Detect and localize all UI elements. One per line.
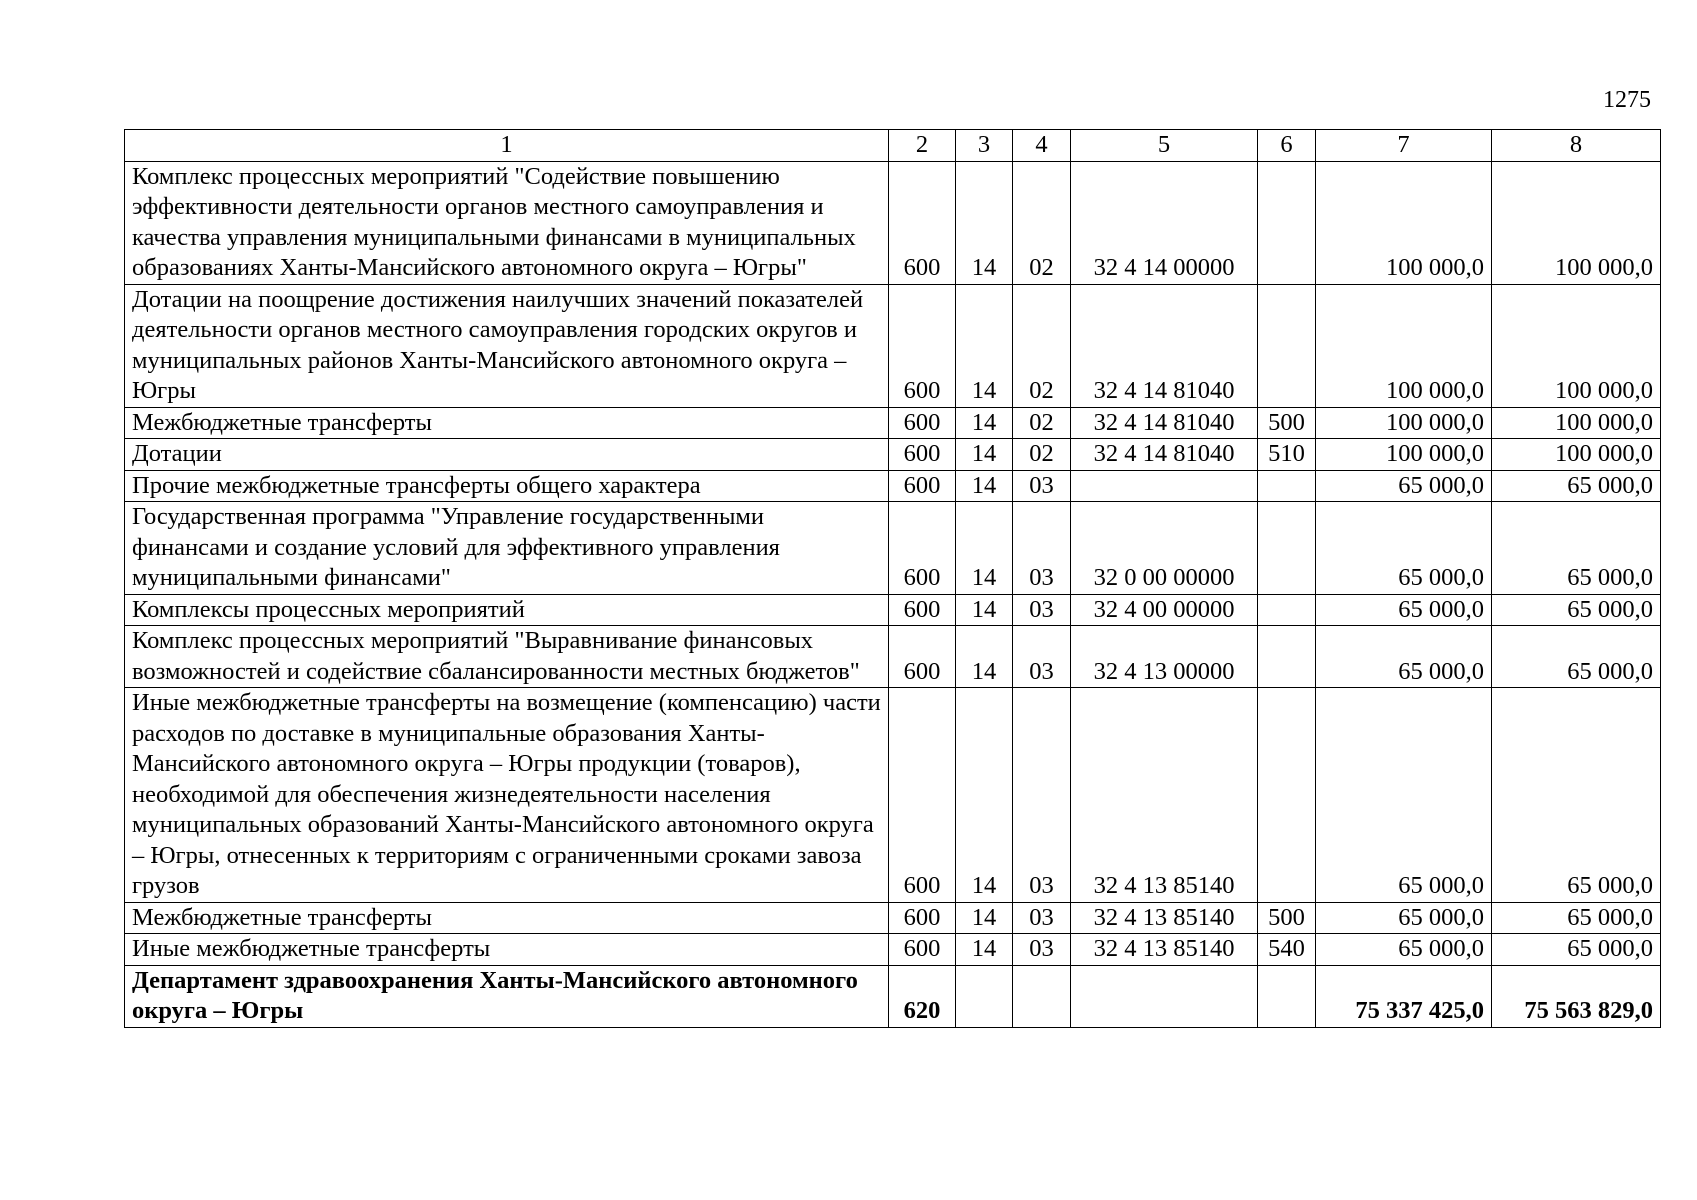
column-header-2: 2: [889, 130, 956, 162]
row-name-cell: Дотации на поощрение достижения наилучших значений показателей деятельности органов местного самоуправления городских округов и муниципальных районов Ханты-Мансийского автономного округа – Югры: [125, 284, 889, 407]
row-amount-col7-cell: 100 000,0: [1316, 439, 1492, 471]
row-amount-col8-cell: 65 000,0: [1492, 902, 1661, 934]
row-amount-col8-cell: 65 000,0: [1492, 934, 1661, 966]
row-amount-col8-cell: 100 000,0: [1492, 439, 1661, 471]
row-admin-code-cell: 600: [889, 626, 956, 688]
row-target-article-cell: 32 4 13 00000: [1071, 626, 1258, 688]
row-admin-code-cell: 600: [889, 688, 956, 903]
row-amount-col7-cell: 75 337 425,0: [1316, 965, 1492, 1027]
row-target-article-cell: 32 4 00 00000: [1071, 594, 1258, 626]
row-name-cell: Межбюджетные трансферты: [125, 902, 889, 934]
column-header-5: 5: [1071, 130, 1258, 162]
row-section-cell: 14: [956, 502, 1013, 595]
row-subsection-cell: 03: [1013, 470, 1071, 502]
row-subsection-cell: 03: [1013, 902, 1071, 934]
row-target-article-cell: 32 4 14 81040: [1071, 407, 1258, 439]
table-row: [125, 407, 1661, 439]
row-target-article-cell: 32 4 14 00000: [1071, 161, 1258, 284]
row-amount-col8-cell: 75 563 829,0: [1492, 965, 1661, 1027]
column-header-3: 3: [956, 130, 1013, 162]
row-section-cell: 14: [956, 439, 1013, 471]
row-expense-type-cell: 500: [1258, 902, 1316, 934]
row-name-cell: Прочие межбюджетные трансферты общего характера: [125, 470, 889, 502]
row-target-article-cell: 32 4 13 85140: [1071, 902, 1258, 934]
row-expense-type-cell: [1258, 470, 1316, 502]
row-name-cell: Иные межбюджетные трансферты на возмещение (компенсацию) части расходов по доставке в муниципальные образования Ханты-Мансийского автономного округа – Югры продукции (товаров), необходимой для обеспечения жизнедеятельности населения муниципальных образований Ханты-Мансийского автономного округа – Югры, отнесенных к территориям с ограниченными сроками завоза грузов: [125, 688, 889, 903]
row-subsection-cell: 03: [1013, 502, 1071, 595]
row-amount-col7-cell: 100 000,0: [1316, 284, 1492, 407]
row-section-cell: 14: [956, 470, 1013, 502]
row-subsection-cell: 03: [1013, 688, 1071, 903]
row-amount-col8-cell: 65 000,0: [1492, 470, 1661, 502]
row-subsection-cell: 02: [1013, 407, 1071, 439]
row-target-article-cell: [1071, 965, 1258, 1027]
table-row: [125, 594, 1661, 626]
row-name-cell: Государственная программа "Управление государственными финансами и создание условий для эффективного управления муниципальными финансами": [125, 502, 889, 595]
row-target-article-cell: 32 4 13 85140: [1071, 934, 1258, 966]
table-row: [125, 470, 1661, 502]
table-row: [125, 688, 1661, 903]
row-name-cell: Департамент здравоохранения Ханты-Мансийского автономного округа – Югры: [125, 965, 889, 1027]
column-header-4: 4: [1013, 130, 1071, 162]
row-amount-col8-cell: 65 000,0: [1492, 502, 1661, 595]
row-name-cell: Межбюджетные трансферты: [125, 407, 889, 439]
row-amount-col7-cell: 65 000,0: [1316, 470, 1492, 502]
row-amount-col7-cell: 65 000,0: [1316, 502, 1492, 595]
column-header-6: 6: [1258, 130, 1316, 162]
row-expense-type-cell: [1258, 284, 1316, 407]
row-subsection-cell: 02: [1013, 284, 1071, 407]
row-amount-col7-cell: 65 000,0: [1316, 626, 1492, 688]
row-subsection-cell: 02: [1013, 161, 1071, 284]
column-header-7: 7: [1316, 130, 1492, 162]
row-expense-type-cell: 500: [1258, 407, 1316, 439]
row-expense-type-cell: [1258, 161, 1316, 284]
row-amount-col7-cell: 65 000,0: [1316, 902, 1492, 934]
row-expense-type-cell: [1258, 965, 1316, 1027]
row-subsection-cell: 02: [1013, 439, 1071, 471]
row-admin-code-cell: 600: [889, 594, 956, 626]
row-admin-code-cell: 600: [889, 902, 956, 934]
row-expense-type-cell: [1258, 502, 1316, 595]
row-name-cell: Комплекс процессных мероприятий "Содействие повышению эффективности деятельности органов местного самоуправления и качества управления муниципальными финансами в муниципальных образованиях Ханты-Мансийского автономного округа – Югры": [125, 161, 889, 284]
row-admin-code-cell: 600: [889, 439, 956, 471]
column-header-1: 1: [125, 130, 889, 162]
row-name-cell: Иные межбюджетные трансферты: [125, 934, 889, 966]
row-amount-col8-cell: 100 000,0: [1492, 407, 1661, 439]
table-row: [125, 284, 1661, 407]
row-admin-code-cell: 600: [889, 502, 956, 595]
row-subsection-cell: 03: [1013, 934, 1071, 966]
row-expense-type-cell: 510: [1258, 439, 1316, 471]
table-row: [125, 626, 1661, 688]
row-admin-code-cell: 600: [889, 161, 956, 284]
row-amount-col8-cell: 100 000,0: [1492, 161, 1661, 284]
row-amount-col7-cell: 100 000,0: [1316, 407, 1492, 439]
table-row: [125, 934, 1661, 966]
row-name-cell: Комплексы процессных мероприятий: [125, 594, 889, 626]
table-row: [125, 439, 1661, 471]
row-amount-col8-cell: 65 000,0: [1492, 688, 1661, 903]
row-subsection-cell: [1013, 965, 1071, 1027]
row-name-cell: Дотации: [125, 439, 889, 471]
row-section-cell: 14: [956, 688, 1013, 903]
row-section-cell: 14: [956, 594, 1013, 626]
row-expense-type-cell: 540: [1258, 934, 1316, 966]
budget-table: [124, 129, 1661, 1028]
row-name-cell: Комплекс процессных мероприятий "Выравнивание финансовых возможностей и содействие сбалансированности местных бюджетов": [125, 626, 889, 688]
row-admin-code-cell: 600: [889, 470, 956, 502]
table-row: [125, 161, 1661, 284]
row-admin-code-cell: 600: [889, 407, 956, 439]
row-subsection-cell: 03: [1013, 626, 1071, 688]
row-expense-type-cell: [1258, 594, 1316, 626]
table-body: [125, 161, 1661, 1027]
table-row: [125, 502, 1661, 595]
row-section-cell: 14: [956, 161, 1013, 284]
row-admin-code-cell: 620: [889, 965, 956, 1027]
row-target-article-cell: 32 4 14 81040: [1071, 284, 1258, 407]
row-target-article-cell: 32 4 13 85140: [1071, 688, 1258, 903]
row-amount-col8-cell: 65 000,0: [1492, 594, 1661, 626]
table-row: [125, 902, 1661, 934]
row-admin-code-cell: 600: [889, 934, 956, 966]
table-header-row: [125, 130, 1661, 162]
row-section-cell: 14: [956, 902, 1013, 934]
row-target-article-cell: 32 4 14 81040: [1071, 439, 1258, 471]
row-amount-col7-cell: 100 000,0: [1316, 161, 1492, 284]
page-number: 1275: [1603, 87, 1651, 113]
column-header-8: 8: [1492, 130, 1661, 162]
row-section-cell: 14: [956, 934, 1013, 966]
row-section-cell: 14: [956, 626, 1013, 688]
row-amount-col8-cell: 65 000,0: [1492, 626, 1661, 688]
row-subsection-cell: 03: [1013, 594, 1071, 626]
row-section-cell: 14: [956, 284, 1013, 407]
row-amount-col7-cell: 65 000,0: [1316, 934, 1492, 966]
row-section-cell: [956, 965, 1013, 1027]
row-amount-col7-cell: 65 000,0: [1316, 688, 1492, 903]
row-target-article-cell: 32 0 00 00000: [1071, 502, 1258, 595]
row-target-article-cell: [1071, 470, 1258, 502]
row-section-cell: 14: [956, 407, 1013, 439]
row-expense-type-cell: [1258, 688, 1316, 903]
table-row: [125, 965, 1661, 1027]
row-expense-type-cell: [1258, 626, 1316, 688]
row-admin-code-cell: 600: [889, 284, 956, 407]
row-amount-col7-cell: 65 000,0: [1316, 594, 1492, 626]
row-amount-col8-cell: 100 000,0: [1492, 284, 1661, 407]
